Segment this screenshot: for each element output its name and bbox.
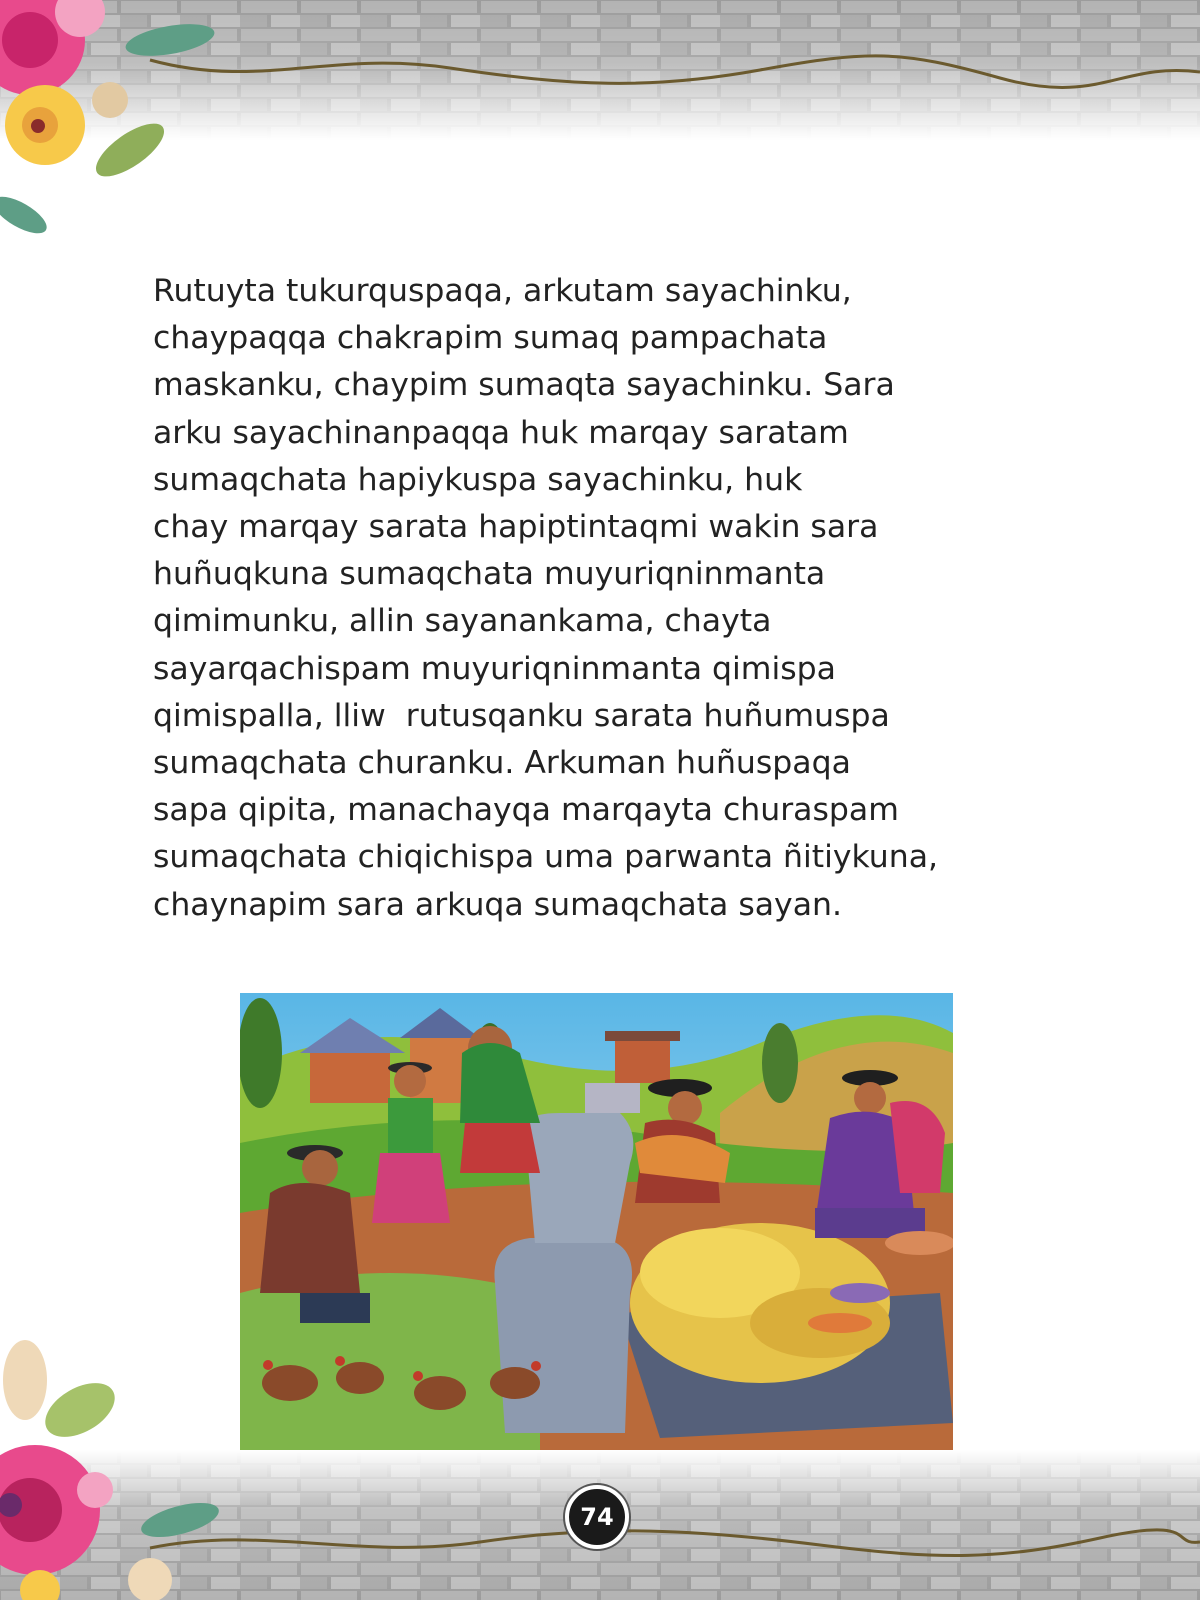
bottom-flower-decoration — [0, 1340, 240, 1600]
story-paragraph — [153, 268, 1053, 929]
story-line: chaypaqqa chakrapim sumaq pampachata — [153, 320, 828, 357]
story-line: Rutuyta tukurquspaqa, arkutam sayachinku, — [153, 273, 852, 309]
story-line: qimispalla, lliw rutusqanku sarata huñumuspa — [153, 697, 890, 734]
story-line: arku sayachinanpaqqa huk marqay saratam — [153, 414, 849, 451]
story-line: maskanku, chaypim sumaqta sayachinku. Sara — [153, 367, 895, 404]
story-line: qimimunku, allin sayanankama, chayta — [153, 603, 772, 640]
story-line: sumaqchata chiqichispa uma parwanta ñitiykuna, — [153, 839, 939, 876]
story-line: sumaqchata churanku. Arkuman huñuspaqa — [153, 745, 851, 782]
top-flower-decoration — [0, 0, 230, 250]
page-number-badge: 74 — [565, 1485, 629, 1549]
story-line: sumaqchata hapiykuspa sayachinku, huk — [153, 461, 803, 498]
story-line: sapa qipita, manachayqa marqayta churaspam — [153, 792, 899, 829]
story-line: huñuqkuna sumaqchata muyuriqninmanta — [153, 556, 826, 593]
story-line: chay marqay sarata hapiptintaqmi wakin sara — [153, 509, 879, 546]
story-line: sayarqachispam muyuriqninmanta qimispa — [153, 650, 836, 687]
corn-harvest-illustration — [240, 993, 953, 1453]
story-line: chaynapim sara arkuqa sumaqchata sayan. — [153, 886, 842, 923]
